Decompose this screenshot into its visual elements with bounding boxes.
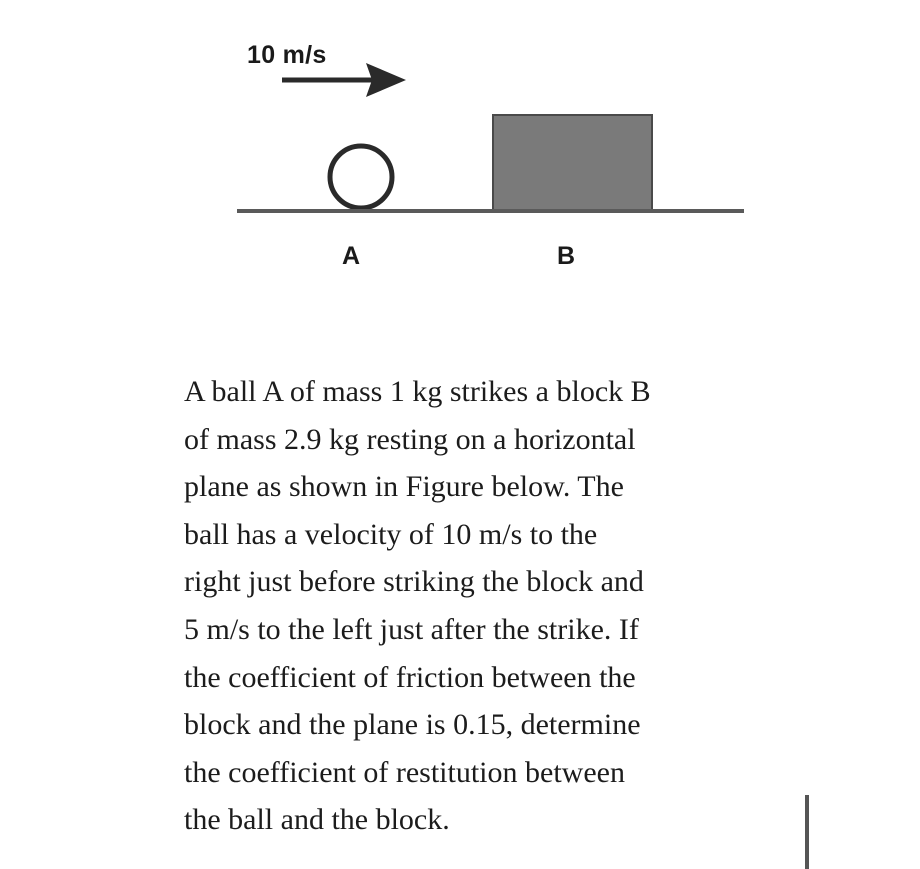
problem-line: the coefficient of friction between the: [184, 660, 636, 694]
problem-statement: [184, 368, 824, 844]
problem-line: the ball and the block.: [184, 803, 450, 837]
problem-line: plane as shown in Figure below. The: [184, 470, 624, 504]
collision-figure: [0, 0, 920, 300]
problem-line: of mass 2.9 kg resting on a horizontal: [184, 422, 636, 456]
problem-line: 5 m/s to the left just after the strike. If: [184, 612, 639, 646]
problem-line: right just before striking the block and: [184, 565, 644, 599]
velocity-arrow-head: [366, 63, 406, 97]
block-b-label: B: [557, 242, 576, 270]
velocity-label: 10 m/s: [247, 41, 327, 69]
ball-a-label: A: [342, 242, 361, 270]
problem-line: block and the plane is 0.15, determine: [184, 708, 641, 742]
problem-line: A ball A of mass 1 kg strikes a block B: [184, 375, 651, 408]
problem-line: ball has a velocity of 10 m/s to the: [184, 517, 598, 551]
problem-line: the coefficient of restitution between: [184, 755, 625, 789]
block-b: [493, 115, 652, 211]
figure-drawing: [0, 0, 920, 300]
ball-a: [330, 146, 392, 208]
page-edge-divider: [805, 795, 809, 869]
